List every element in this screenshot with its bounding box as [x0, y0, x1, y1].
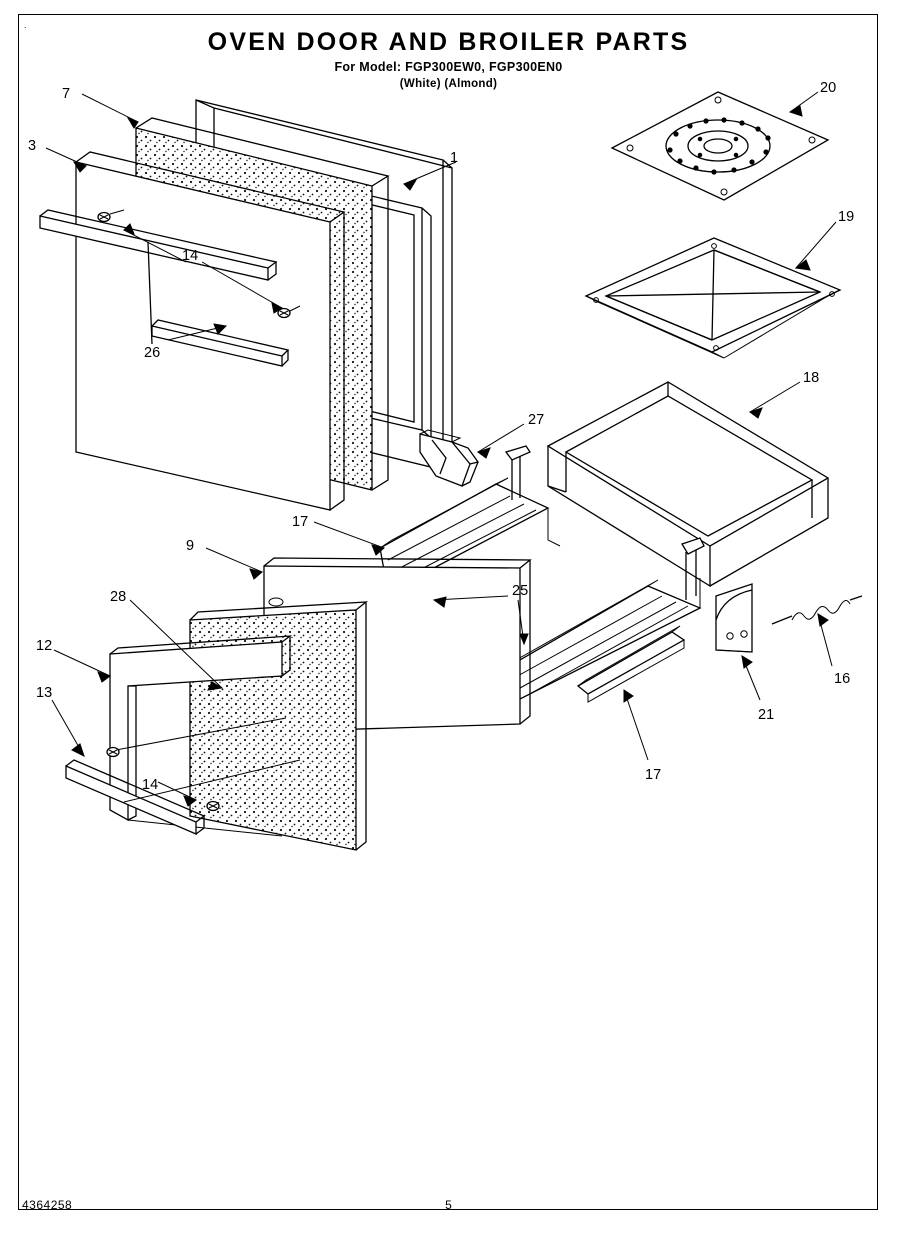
callout-13: 13	[36, 685, 53, 701]
part-16-drawer-spring	[772, 596, 862, 624]
part-27-door-hinge	[420, 430, 478, 486]
callout-16: 16	[834, 671, 851, 687]
callout-21: 21	[758, 707, 775, 723]
part-28-drawer-insulation	[190, 602, 366, 850]
color-subtitle: (White) (Almond)	[399, 78, 498, 90]
callout-18: 18	[803, 370, 820, 386]
callout-25: 25	[512, 583, 529, 599]
callout-14-lower: 14	[142, 777, 159, 793]
callout-28: 28	[110, 589, 127, 605]
callout-7: 7	[62, 86, 71, 102]
part-18-broiler-drawer-body	[548, 382, 828, 586]
callout-3: 3	[28, 138, 37, 154]
part-19-broiler-pan-insert	[586, 238, 840, 358]
callout-17-upper: 17	[292, 514, 309, 530]
callout-17-lower: 17	[645, 767, 662, 783]
part-21-drawer-side-bracket	[716, 584, 752, 652]
page-title: OVEN DOOR AND BROILER PARTS	[207, 28, 690, 56]
corner-mark: .	[24, 20, 27, 30]
document-code: 4364258	[22, 1198, 73, 1212]
callout-27: 27	[528, 412, 545, 428]
page-number: 5	[445, 1198, 452, 1212]
callout-14-upper: 14	[182, 248, 199, 264]
callout-12: 12	[36, 638, 53, 654]
callout-19: 19	[838, 209, 855, 225]
callout-1: 1	[450, 150, 459, 166]
model-subtitle: For Model: FGP300EW0, FGP300EN0	[334, 60, 563, 74]
callout-9: 9	[186, 538, 195, 554]
callout-20: 20	[820, 80, 837, 96]
callout-26: 26	[144, 345, 161, 361]
